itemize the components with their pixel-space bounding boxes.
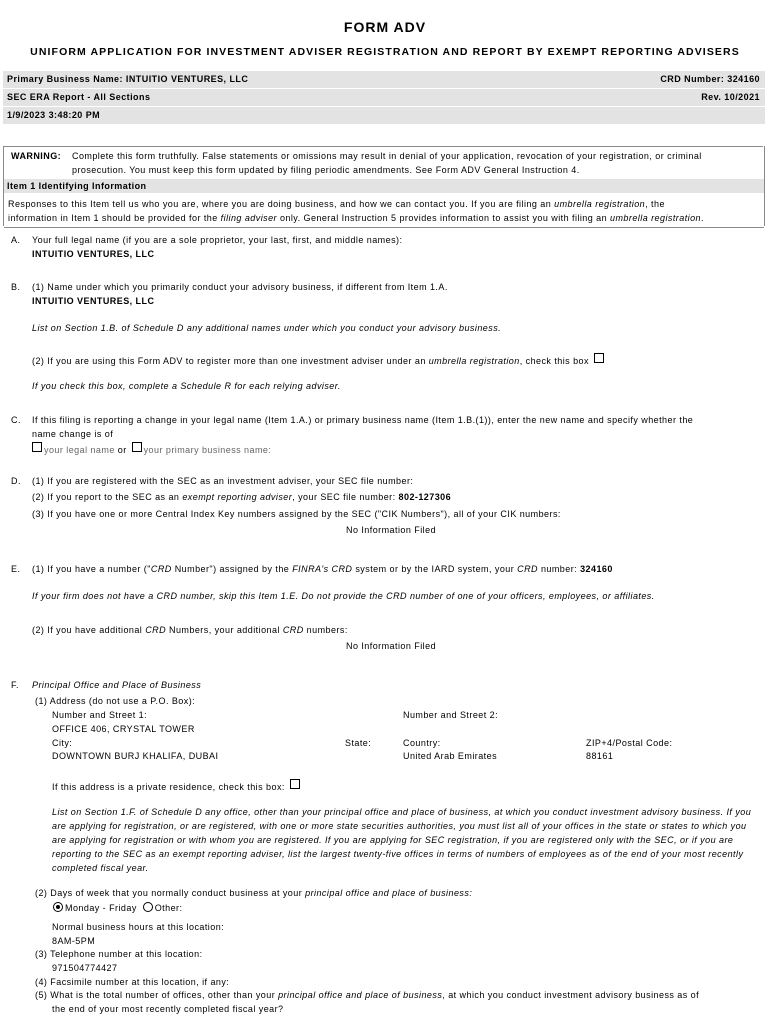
city-value: DOWNTOWN BURJ KHALIFA, DUBAI — [52, 751, 219, 761]
warning-text-1: Complete this form truthfully. False statements or omissions may result in denial of your application, revocation of your registration, or criminal — [72, 151, 702, 161]
form-subtitle: UNIFORM APPLICATION FOR INVESTMENT ADVISER REGISTRATION AND REPORT BY EXEMPT REPORTING ADVISERS — [30, 46, 740, 58]
crd-number-value: 324160 — [580, 564, 613, 574]
business-days-options: Monday - Friday Other: — [53, 902, 182, 913]
section-c-line2: name change is of — [32, 429, 114, 439]
section-f-q2: (2) Days of week that you normally conduct business at your principal office and place of business: — [35, 888, 473, 898]
section-f-q5-line2: the end of your most recently completed fiscal year? — [52, 1004, 284, 1014]
section-f-letter: F. — [11, 680, 19, 690]
other-days-radio[interactable] — [143, 902, 153, 912]
section-d-q2: (2) If you report to the SEC as an exempt reporting adviser, your SEC file number: 802-127306 — [32, 492, 452, 502]
section-b-note1: List on Section 1.B. of Schedule D any additional names under which you conduct your advisory business. — [32, 323, 502, 333]
legal-name-value: INTUITIO VENTURES, LLC — [32, 249, 155, 259]
section-b-q1: (1) Name under which you primarily conduct your advisory business, if different from Item 1.A. — [32, 282, 448, 292]
section-e-q1: (1) If you have a number ("CRD Number") assigned by the FINRA's CRD system or by the IARD system, your CRD number: 324160 — [32, 564, 613, 574]
primary-business-name: Primary Business Name: INTUITIO VENTURES, LLC — [7, 74, 249, 84]
sec-file-number: 802-127306 — [398, 492, 452, 502]
section-b-q2: (2) If you are using this Form ADV to register more than one investment adviser under an umbrella registration, check this box — [32, 353, 606, 366]
timestamp: 1/9/2023 3:48:20 PM — [7, 110, 101, 120]
section-b-note2: If you check this box, complete a Schedule R for each relying adviser. — [32, 381, 341, 391]
section-f-title: Principal Office and Place of Business — [32, 680, 202, 690]
private-residence-checkbox[interactable] — [290, 779, 300, 789]
section-e-note: If your firm does not have a CRD number, skip this Item 1.E. Do not provide the CRD number of one of your officers, employees, or affiliates. — [32, 591, 655, 601]
section-c-letter: C. — [11, 415, 21, 425]
state-label: State: — [345, 738, 372, 748]
section-f-note: List on Section 1.F. of Schedule D any office, other than your principal office and place of business, at which you conduct investment advisory business. If you are applying for registration, or are registered, with one or more state securities authorities, you must list all of your offices in the state or states to which you are applying for registration or with whom you are registered. If you are applying for SEC registration, if you are registered only with the SEC, or if you are reporting to the SEC as an exempt reporting adviser, list the largest twenty-five offices in terms of numbers of employees as of the end of your most recently completed fiscal year. — [52, 807, 752, 873]
street1-label: Number and Street 1: — [52, 710, 148, 720]
country-label: Country: — [403, 738, 441, 748]
cik-numbers-value: No Information Filed — [346, 525, 437, 535]
hours-label: Normal business hours at this location: — [52, 922, 225, 932]
section-d-q1: (1) If you are registered with the SEC as an investment adviser, your SEC file number: — [32, 476, 414, 486]
phone-value: 971504774427 — [52, 963, 118, 973]
street1-value: OFFICE 406, CRYSTAL TOWER — [52, 724, 195, 734]
additional-crd-value: No Information Filed — [346, 641, 437, 651]
street2-label: Number and Street 2: — [403, 710, 499, 720]
business-name-value: INTUITIO VENTURES, LLC — [32, 296, 155, 306]
report-type: SEC ERA Report - All Sections — [7, 92, 151, 102]
section-e-letter: E. — [11, 564, 21, 574]
city-label: City: — [52, 738, 73, 748]
section-c-options: your legal name or your primary business name: — [30, 442, 271, 455]
section-d-q3: (3) If you have one or more Central Index Key numbers assigned by the SEC ("CIK Numbers"), all of your CIK numbers: — [32, 509, 561, 519]
section-f-q1: (1) Address (do not use a P.O. Box): — [35, 696, 196, 706]
section-a-question: Your full legal name (if you are a sole proprietor, your last, first, and middle names): — [32, 235, 403, 245]
section-a-letter: A. — [11, 235, 21, 245]
header-band-3 — [3, 107, 765, 124]
top-rule — [3, 146, 763, 148]
section-f-q3: (3) Telephone number at this location: — [35, 949, 203, 959]
crd-number: CRD Number: 324160 — [660, 74, 760, 84]
item1-divider — [4, 227, 764, 228]
section-f-q5-line1: (5) What is the total number of offices, other than your principal office and place of business, at which you conduct investment advisory business as of — [35, 990, 700, 1000]
business-name-change-checkbox[interactable] — [132, 442, 142, 452]
private-residence-question: If this address is a private residence, check this box: — [52, 779, 302, 792]
revision: Rev. 10/2021 — [701, 92, 760, 102]
warning-text-2: prosecution. You must keep this form updated by filing periodic amendments. See Form ADV General Instruction 4. — [72, 165, 580, 175]
section-d-letter: D. — [11, 476, 21, 486]
section-c-line1: If this filing is reporting a change in your legal name (Item 1.A.) or primary business name (Item 1.B.(1)), enter the new name and specify whether the — [32, 415, 694, 425]
country-value: United Arab Emirates — [403, 751, 498, 761]
umbrella-registration-checkbox[interactable] — [594, 353, 604, 363]
item1-heading: Item 1 Identifying Information — [7, 181, 147, 191]
monday-friday-radio[interactable] — [53, 902, 63, 912]
warning-label: WARNING: — [11, 151, 62, 161]
hours-value: 8AM-5PM — [52, 936, 96, 946]
form-title: FORM ADV — [343, 19, 427, 35]
legal-name-change-checkbox[interactable] — [32, 442, 42, 452]
item1-intro-line2: information in Item 1 should be provided for the filing adviser only. General Instruction 5 provides information to assist you with filing an umbrella registration. — [8, 213, 704, 223]
section-e-q2: (2) If you have additional CRD Numbers, your additional CRD numbers: — [32, 625, 348, 635]
item1-intro-line1: Responses to this Item tell us who you are, where you are doing business, and how we can contact you. If you are filing an umbrella registration, the — [8, 199, 665, 209]
section-b-letter: B. — [11, 282, 21, 292]
right-rule — [764, 146, 765, 226]
section-f-q4: (4) Facsimile number at this location, if any: — [35, 977, 230, 987]
zip-label: ZIP+4/Postal Code: — [586, 738, 673, 748]
zip-value: 88161 — [586, 751, 614, 761]
